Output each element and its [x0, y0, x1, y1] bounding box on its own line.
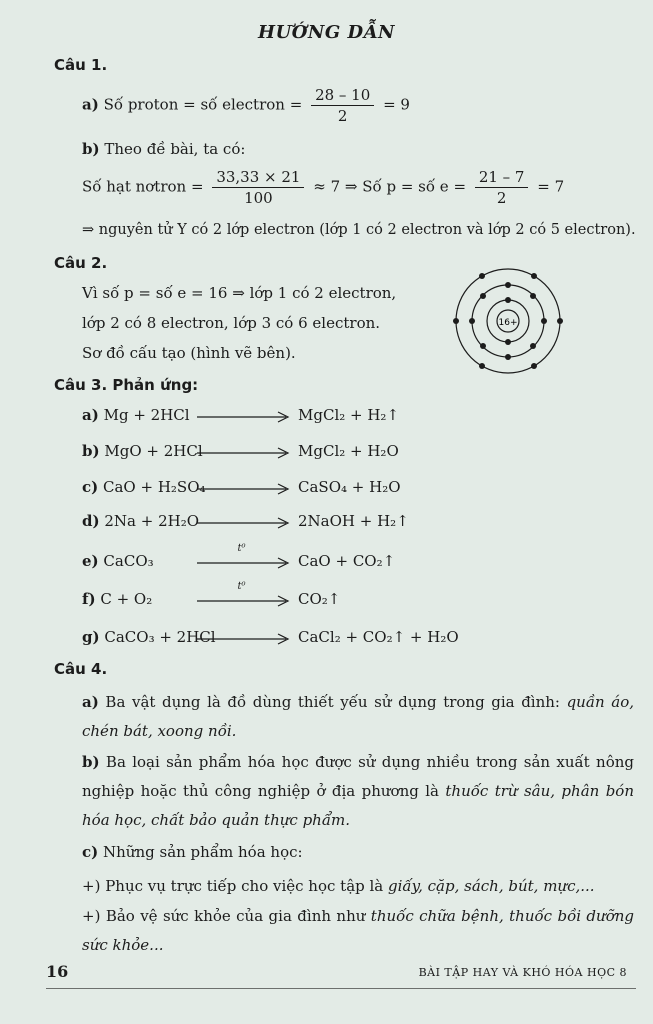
reaction-label: e) [82, 552, 99, 570]
reaction-products: CaSO₄ + H₂O [298, 478, 401, 496]
reaction-arrow-icon [195, 447, 295, 459]
q4-c2-italic: thuốc chữa bệnh, thuốc bồi dưỡng sức khỏe... [82, 907, 634, 954]
reaction-products: MgCl₂ + H₂O [298, 442, 399, 460]
footer-rule [46, 988, 636, 989]
q4-a-paragraph [82, 688, 634, 746]
q2-line-3: Sơ đồ cấu tạo (hình vẽ bên). [82, 344, 296, 362]
reaction-reactants: 2Na + 2H₂O [104, 512, 200, 530]
question-4-title: Câu 4. [54, 660, 108, 678]
q1-b2-fraction-2 [475, 168, 529, 207]
reaction-products: 2NaOH + H₂↑ [298, 512, 409, 530]
page-number: 16 [46, 962, 69, 981]
book-title: BÀI TẬP HAY VÀ KHÓ HÓA HỌC 8 [418, 966, 627, 979]
reaction-products: CO₂↑ [298, 590, 341, 608]
reaction-arrow-icon [195, 595, 295, 607]
reaction-arrow-icon [195, 483, 295, 495]
reaction-products: MgCl₂ + H₂↑ [298, 406, 400, 424]
q4-c-label: c) [82, 843, 99, 861]
reaction-label: f) [82, 590, 96, 608]
q4-c-paragraph [82, 838, 634, 867]
electron [479, 363, 485, 369]
reaction-label: a) [82, 406, 99, 424]
q4-c1-paragraph [82, 872, 634, 901]
q1-b3-line: ⇒ nguyên tử Y có 2 lớp electron (lớp 1 có 2 electron và lớp 2 có 5 electron). [82, 222, 636, 238]
electron [453, 318, 459, 324]
electron [530, 293, 536, 299]
question-2-title: Câu 2. [54, 254, 108, 272]
reaction-arrow-icon [195, 633, 295, 645]
reaction-left [82, 478, 206, 496]
q1-b2-text: Số hạt nơtron = [82, 177, 204, 196]
q4-c1-italic: giấy, cặp, sách, bút, mực,... [388, 877, 595, 895]
q4-b-italic: thuốc trừ sâu, phân bón hóa học, chất bảo quản thực phẩm. [82, 782, 634, 829]
q4-a-text: Ba vật dụng là đồ dùng thiết yếu sử dụng trong gia đình: [105, 693, 560, 711]
q1-a-label: a) [82, 95, 99, 114]
electron [505, 354, 511, 360]
electron [505, 339, 511, 345]
reaction-label: b) [82, 442, 100, 460]
question-1-title: Câu 1. [54, 56, 108, 74]
q1-a-fraction [311, 86, 374, 125]
reaction-arrow-icon [195, 557, 295, 569]
q1-b-text: Theo đề bài, ta có: [104, 140, 246, 158]
electron [557, 318, 563, 324]
reaction-arrow-icon [195, 517, 295, 529]
q1-a-denominator: 2 [337, 107, 348, 125]
electron [480, 343, 486, 349]
q4-b-paragraph [82, 748, 634, 835]
q4-c2-text: +) Bảo vệ sức khỏe của gia đình như [82, 907, 366, 925]
reaction-left [82, 590, 152, 608]
reaction-label: g) [82, 628, 100, 646]
reaction-arrow-icon [195, 411, 295, 423]
q1-a-line [82, 86, 410, 125]
q1-b-line [82, 140, 245, 158]
electron [469, 318, 475, 324]
electron [505, 282, 511, 288]
question-3-title: Câu 3. Phản ứng: [54, 376, 199, 394]
q4-c2-paragraph [82, 902, 634, 960]
q4-c1-text: +) Phục vụ trực tiếp cho việc học tập là [82, 877, 384, 895]
reaction-left [82, 406, 190, 424]
q1-b2-denominator-2: 2 [496, 189, 507, 207]
q4-b-text: Ba loại sản phẩm hóa học được sử dụng nhiều trong sản xuất nông nghiệp hoặc thủ công nghiệp ở địa phương là [82, 753, 634, 800]
reaction-products: CaCl₂ + CO₂↑ + H₂O [298, 628, 459, 646]
q4-a-italic: quần áo, chén bát, xoong nồi. [82, 693, 634, 740]
reaction-reactants: CaCO₃ + 2HCl [104, 628, 216, 646]
reaction-left [82, 512, 199, 530]
reaction-reactants: Mg + 2HCl [103, 406, 190, 424]
electron [480, 293, 486, 299]
q1-a-result: = 9 [383, 95, 410, 114]
reaction-products: CaO + CO₂↑ [298, 552, 396, 570]
q1-a-numerator: 28 – 10 [311, 86, 374, 106]
reaction-condition: t⁰ [237, 543, 246, 554]
reaction-reactants: MgO + 2HCl [104, 442, 203, 460]
q1-b2-denominator: 100 [244, 189, 273, 207]
q1-b2-result: = 7 [537, 177, 565, 196]
q1-b-label: b) [82, 140, 100, 158]
reaction-label: d) [82, 512, 100, 530]
q1-b2-numerator-2: 21 – 7 [475, 168, 529, 188]
q4-b-label: b) [82, 753, 100, 771]
electron [479, 273, 485, 279]
reaction-reactants: CaO + H₂SO₄ [103, 478, 206, 496]
electron [531, 363, 537, 369]
reaction-reactants: CaCO₃ [103, 552, 154, 570]
electron [541, 318, 547, 324]
reaction-left [82, 552, 154, 570]
q4-a-label: a) [82, 693, 99, 711]
electron [531, 273, 537, 279]
q1-b2-mid: ≈ 7 ⇒ Số p = số e = [313, 177, 467, 196]
reaction-reactants: C + O₂ [100, 590, 153, 608]
reaction-condition: t⁰ [237, 581, 246, 592]
q1-b2-fraction [212, 168, 304, 207]
q1-b2-line [82, 168, 564, 207]
electron [505, 297, 511, 303]
reaction-label: c) [82, 478, 99, 496]
page-heading: HƯỚNG DẪN [257, 22, 395, 43]
q2-line-1: Vì số p = số e = 16 ⇒ lớp 1 có 2 electron, [82, 284, 397, 302]
q1-b2-numerator: 33,33 × 21 [212, 168, 304, 188]
atom-diagram [452, 265, 564, 377]
reaction-left [82, 442, 203, 460]
q2-line-2: lớp 2 có 8 electron, lớp 3 có 6 electron. [82, 314, 381, 332]
electron [530, 343, 536, 349]
nucleus-label: 16+ [498, 318, 518, 328]
q1-a-text: Số proton = số electron = [103, 95, 303, 114]
q4-c-text: Những sản phẩm hóa học: [103, 843, 303, 861]
